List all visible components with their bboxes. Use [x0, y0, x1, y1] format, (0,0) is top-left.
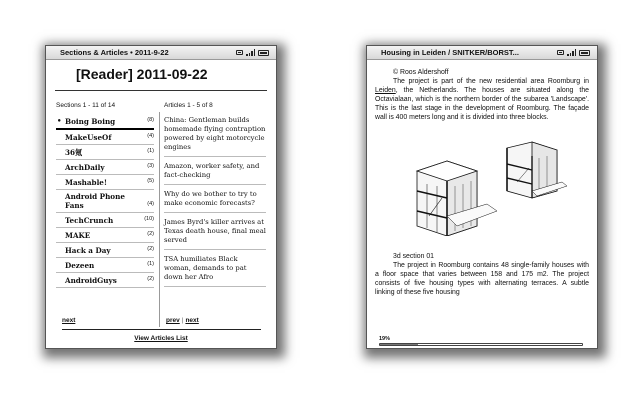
section-item[interactable] [56, 228, 154, 243]
article-item[interactable]: James Byrd's killer arrives at Texas death house, final meal served [164, 216, 266, 250]
section-name: ArchDaily [65, 163, 105, 172]
signal-icon [567, 49, 576, 56]
status-bar [46, 46, 276, 60]
article-item[interactable]: Amazon, worker safety, and fact-checking [164, 160, 266, 185]
bottom-divider [62, 329, 261, 330]
articles-pager [166, 317, 199, 324]
status-icons [236, 49, 269, 56]
architecture-section-image [375, 136, 589, 236]
image-caption: 3d section 01 [393, 253, 434, 260]
reader-sections-screen [46, 46, 276, 348]
sections-next-link[interactable]: next [62, 317, 76, 324]
paragraph-text: The project is part of the new residential area Roomburg in [393, 78, 589, 85]
section-count: (1) [147, 261, 154, 267]
view-articles-list-link[interactable]: View Articles List [134, 335, 188, 342]
section-item[interactable] [56, 130, 154, 145]
section-item[interactable] [56, 273, 154, 288]
article-item[interactable]: TSA humiliates Black woman, demands to pat down her Afro [164, 253, 266, 287]
status-title: Sections & Articles • 2011-9-22 [60, 48, 169, 57]
status-title: Housing in Leiden / SNITKER/BORST... [381, 48, 519, 57]
view-articles-list-wrap [46, 335, 276, 342]
section-count: (4) [147, 133, 154, 139]
section-count: (10) [144, 216, 154, 222]
selected-bullet-icon: • [57, 116, 62, 125]
battery-icon [258, 50, 269, 56]
section-name: MAKE [65, 231, 91, 240]
article-item[interactable]: China: Gentleman builds homemade flying contraption powered by eight motorcycle engines [164, 114, 266, 157]
articles-header: Articles 1 - 5 of 8 [164, 102, 213, 109]
section-count: (1) [147, 148, 154, 154]
reading-progress-fill [380, 344, 418, 345]
section-item[interactable] [56, 243, 154, 258]
photo-credit: © Roos Aldershoff [393, 69, 449, 76]
section-count: (8) [147, 117, 154, 123]
section-name: AndroidGuys [65, 276, 117, 285]
section-count: (2) [147, 246, 154, 252]
section-name: Dezeen [65, 261, 95, 270]
sections-header: Sections 1 - 11 of 14 [56, 102, 116, 109]
section-name: 36氪 [65, 148, 83, 157]
column-divider [159, 112, 160, 327]
section-item[interactable] [56, 114, 154, 130]
isometric-house-drawing [397, 136, 577, 236]
section-count: (4) [147, 201, 154, 207]
section-count: (2) [147, 231, 154, 237]
status-icons [557, 49, 590, 56]
section-name: Mashable! [65, 178, 108, 187]
article-paragraph-2: The project in Roomburg contains 48 single-family houses with a floor space that varies between 158 and 175 m2. The project consists of five housing types with alternating terraces. A subtle linking of these five housing [375, 262, 589, 296]
signal-icon [246, 49, 255, 56]
leiden-link[interactable]: Leiden [375, 87, 396, 94]
articles-list [164, 114, 266, 290]
section-name: Hack a Day [65, 246, 111, 255]
section-name: Android Phone Fans [65, 192, 125, 210]
section-name: Boing Boing [65, 117, 116, 126]
wifi-icon [557, 50, 564, 55]
section-item[interactable] [56, 145, 154, 160]
page-title: [Reader] 2011-09-22 [76, 66, 208, 82]
section-item[interactable] [56, 190, 154, 213]
sections-list [56, 114, 154, 288]
pager-separator: | [181, 317, 184, 324]
reader-article-screen [367, 46, 597, 348]
section-item[interactable] [56, 213, 154, 228]
articles-next-link[interactable]: next [185, 317, 199, 324]
section-count: (2) [147, 276, 154, 282]
section-count: (5) [147, 178, 154, 184]
article-body [375, 68, 589, 297]
paragraph-text: , the Netherlands. The houses are situated along the Octavialaan, which is the northern border of the subarea 'Landscape'. This is the last stage in the development of Roomburg. The façade wall is 400 meters long and it is divided into three blocks. [375, 87, 589, 121]
section-item[interactable] [56, 160, 154, 175]
article-paragraph-1 [375, 77, 589, 122]
wifi-icon [236, 50, 243, 55]
section-item[interactable] [56, 175, 154, 190]
title-divider [55, 90, 267, 91]
reading-progress-bar[interactable] [379, 343, 583, 346]
section-name: MakeUseOf [65, 133, 112, 142]
section-name: TechCrunch [65, 216, 114, 225]
status-bar [367, 46, 597, 60]
reading-progress-label: 19% [379, 336, 391, 342]
article-item[interactable]: Why do we bother to try to make economic forecasts? [164, 188, 266, 213]
articles-prev-link[interactable]: prev [166, 317, 180, 324]
section-count: (3) [147, 163, 154, 169]
battery-icon [579, 50, 590, 56]
section-item[interactable] [56, 258, 154, 273]
